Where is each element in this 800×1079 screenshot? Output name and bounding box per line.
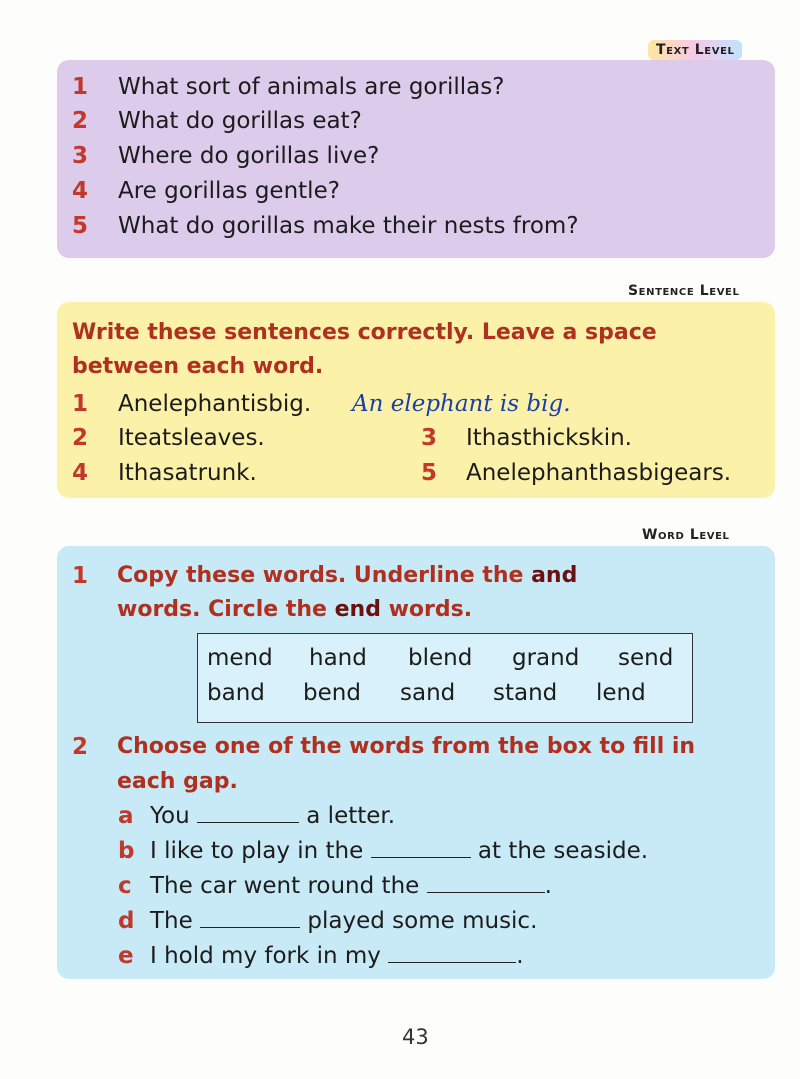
sentence-text: Iteatsleaves.: [118, 425, 265, 451]
task-number: 1: [72, 563, 89, 589]
answer-blank[interactable]: [371, 837, 471, 858]
question-number: 4: [72, 178, 89, 204]
task1-instruction-line1: [117, 560, 577, 592]
gap-fill-sentence: [150, 906, 537, 936]
answer-blank[interactable]: [200, 907, 300, 928]
question-text: What do gorillas eat?: [118, 108, 362, 134]
word-level-heading: Word Level: [642, 527, 730, 543]
sentence-text: Ithasthickskin.: [466, 425, 632, 451]
task2-instruction-line2: each gap.: [117, 769, 238, 794]
sentence-level-heading: Sentence Level: [628, 283, 740, 299]
answer-blank[interactable]: [388, 942, 516, 963]
gap-fill-sentence: [150, 836, 648, 866]
task1-keyword-end: end: [334, 597, 381, 622]
gap-fill-sentence: [150, 871, 552, 901]
sentence-start: The car went round the: [150, 873, 427, 899]
page-number: 43: [402, 1025, 429, 1049]
sentence-text: Anelephantisbig.: [118, 391, 312, 417]
text-level-heading: Text Level: [648, 40, 742, 60]
sentence-start: You: [150, 803, 197, 829]
answer-blank[interactable]: [427, 872, 545, 893]
sentence-letter: a: [118, 803, 134, 829]
task1-text: words. Circle the: [117, 597, 335, 622]
sentence-end: .: [544, 873, 552, 899]
sentence-text: Ithasatrunk.: [118, 460, 257, 486]
sentence-number: 5: [421, 460, 438, 486]
sentence-number: 1: [72, 391, 89, 417]
sentence-start: The: [150, 908, 201, 934]
question-number: 1: [72, 74, 89, 100]
sentence-letter: d: [118, 908, 135, 934]
box-word: band: [207, 680, 265, 706]
sentence-letter: c: [118, 873, 132, 899]
question-text: Where do gorillas live?: [118, 143, 380, 169]
box-word: bend: [303, 680, 361, 706]
sentence-instruction-line1: Write these sentences correctly. Leave a space: [72, 320, 657, 345]
sentence-start: I like to play in the: [150, 838, 371, 864]
box-word: send: [618, 645, 674, 671]
sentence-letter: e: [118, 943, 134, 969]
gap-fill-sentence: [150, 941, 524, 971]
box-word: mend: [207, 645, 273, 671]
task1-text: Copy these words. Underline the: [117, 563, 532, 588]
box-word: sand: [400, 680, 456, 706]
task1-text: words.: [380, 597, 473, 622]
gap-fill-sentence: [150, 801, 395, 831]
sentence-end: .: [516, 943, 524, 969]
sentence-number: 3: [421, 425, 438, 451]
box-word: hand: [309, 645, 367, 671]
sentence-number: 2: [72, 425, 89, 451]
sentence-instruction-line2: between each word.: [72, 354, 324, 379]
task1-keyword-and: and: [531, 563, 578, 588]
task-number: 2: [72, 734, 89, 760]
box-word: stand: [493, 680, 558, 706]
question-text: What sort of animals are gorillas?: [118, 74, 505, 100]
handwritten-answer: An elephant is big.: [352, 391, 571, 417]
sentence-end: played some music.: [300, 908, 538, 934]
sentence-end: a letter.: [298, 803, 396, 829]
box-word: grand: [512, 645, 580, 671]
sentence-start: I hold my fork in my: [150, 943, 389, 969]
question-number: 5: [72, 213, 89, 239]
question-number: 2: [72, 108, 89, 134]
sentence-number: 4: [72, 460, 89, 486]
sentence-end: at the seaside.: [470, 838, 649, 864]
box-word: lend: [596, 680, 646, 706]
box-word: blend: [408, 645, 473, 671]
task1-instruction-line2: [117, 594, 472, 626]
task2-instruction-line1: Choose one of the words from the box to fill in: [117, 734, 696, 759]
sentence-text: Anelephanthasbigears.: [466, 460, 732, 486]
question-text: What do gorillas make their nests from?: [118, 213, 579, 239]
question-text: Are gorillas gentle?: [118, 178, 340, 204]
sentence-letter: b: [118, 838, 135, 864]
question-number: 3: [72, 143, 89, 169]
answer-blank[interactable]: [197, 802, 299, 823]
